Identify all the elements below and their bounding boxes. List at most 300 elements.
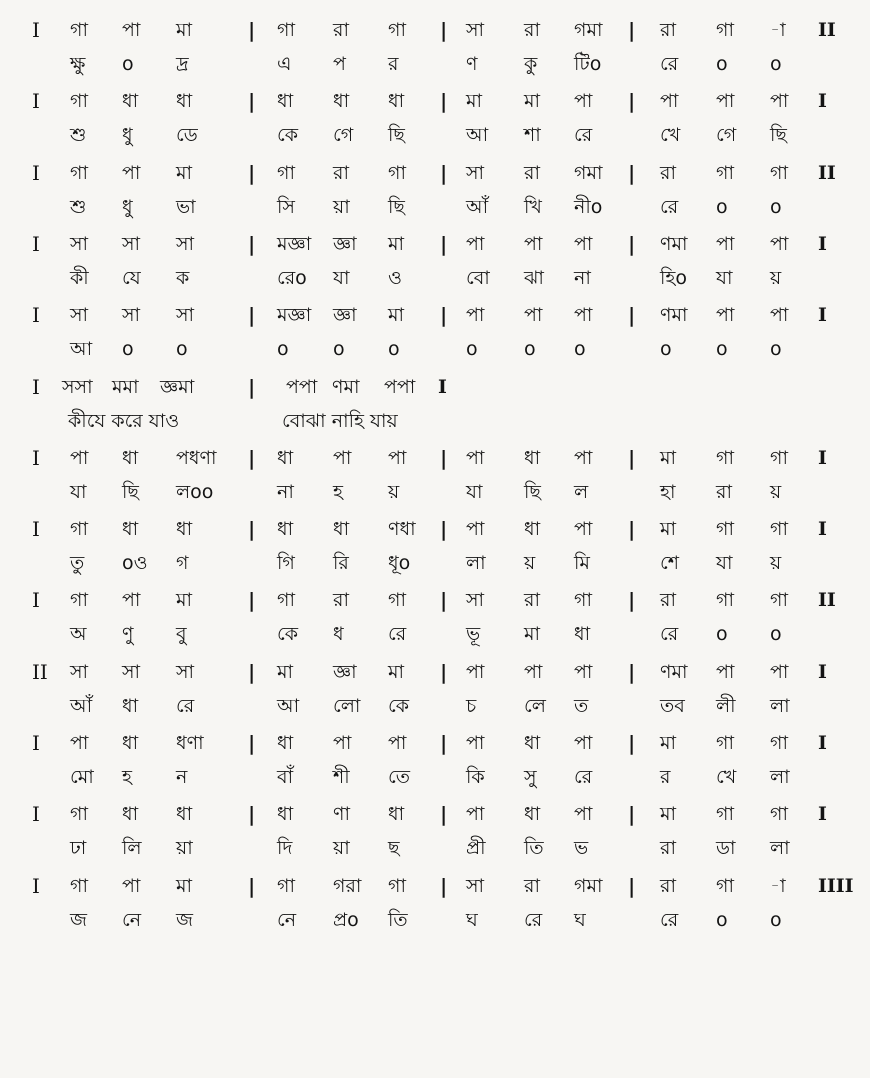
swara-note: ধা (333, 518, 350, 541)
lyric-row (0, 406, 870, 436)
swara-note: রা (660, 589, 676, 612)
lyric-syllable: oও (122, 552, 148, 575)
lyric-syllable: না (574, 266, 591, 289)
swara-note: ধা (122, 803, 139, 826)
lyric-syllable: শা (524, 124, 541, 147)
start-barline: II (32, 659, 48, 684)
swara-note: পা (333, 732, 352, 754)
swara-note: পপা (384, 375, 416, 398)
lyric-syllable: খে (660, 124, 681, 147)
lyric-syllable: o (770, 195, 782, 218)
lyric-syllable: ধ (333, 623, 344, 646)
lyric-syllable: কে (277, 124, 299, 147)
lyric-syllable: ণু (122, 623, 134, 646)
swara-note: রা (660, 19, 676, 41)
notation-row (0, 372, 870, 402)
notation-row (0, 300, 870, 330)
lyric-syllable: নে (277, 908, 297, 931)
lyric-syllable: য়া (333, 195, 350, 218)
lyric-syllable: হা (660, 480, 676, 503)
swara-note: পা (388, 732, 407, 754)
start-barline: I (32, 160, 40, 185)
lyric-row (0, 49, 870, 79)
bar-divider: | (440, 160, 448, 185)
lyric-row (0, 334, 870, 364)
lyric-syllable: যা (466, 480, 483, 503)
lyric-syllable: ভা (176, 195, 196, 218)
swara-note: সা (70, 660, 89, 683)
swara-note: গা (716, 518, 734, 541)
notation-row (0, 871, 870, 901)
swara-note: গা (70, 161, 88, 184)
bar-divider: | (248, 160, 256, 185)
swara-note: পা (70, 732, 89, 754)
lyric-syllable: তে (388, 766, 410, 788)
lyric-syllable: যা (70, 480, 87, 503)
bar-divider: | (628, 160, 636, 185)
lyric-syllable: কে (388, 694, 410, 717)
notation-row (0, 158, 870, 188)
swara-note: গা (716, 732, 734, 754)
swara-note: রা (660, 874, 676, 897)
swara-note: পা (770, 304, 789, 327)
swara-note: ধা (524, 732, 541, 754)
bar-divider: | (248, 18, 256, 42)
swara-note: মজ্ঞা (277, 304, 312, 327)
swara-note: গা (70, 90, 88, 113)
bar-divider: | (628, 18, 636, 42)
swara-note: গা (770, 732, 788, 754)
lyric-syllable: র (388, 53, 399, 75)
swara-note: পা (716, 232, 735, 255)
bar-divider: | (628, 445, 636, 470)
bar-divider: | (628, 303, 636, 328)
swara-note: মমা (112, 375, 139, 398)
swara-note: পা (660, 90, 679, 113)
notation-row (0, 657, 870, 687)
lyric-syllable: লা (466, 552, 486, 575)
lyric-syllable: ধূo (388, 552, 411, 575)
lyric-syllable: ডে (176, 124, 198, 147)
swara-note: গা (716, 161, 734, 184)
lyric-syllable: রে (660, 53, 679, 75)
lyric-row (0, 192, 870, 222)
lyric-syllable: ভ (574, 837, 589, 860)
lyric-syllable: প (333, 53, 346, 75)
swara-note: ণা (333, 803, 350, 826)
swara-note: সা (176, 304, 195, 327)
lyric-syllable: লো (333, 694, 361, 717)
lyric-syllable: ঢা (70, 837, 87, 860)
lyric-syllable: অ (70, 623, 87, 646)
end-barline: I (818, 660, 827, 683)
lyric-syllable: ছ (388, 837, 400, 860)
lyric-syllable: রেo (277, 266, 307, 289)
bar-divider: | (440, 303, 448, 328)
lyric-syllable: o (770, 338, 782, 361)
swara-note: গমা (574, 161, 603, 184)
swara-note: গা (388, 589, 406, 612)
lyric-syllable: য়া (176, 837, 193, 860)
lyric-syllable: o (716, 338, 728, 361)
lyric-row (0, 548, 870, 578)
bar-divider: | (628, 731, 636, 755)
lyric-syllable: গি (277, 552, 295, 575)
lyric-syllable: র (660, 766, 671, 788)
start-barline: I (32, 18, 40, 42)
lyric-syllable: খে (716, 766, 737, 788)
lyric-syllable: চ (466, 694, 477, 717)
swara-note: পা (574, 90, 593, 113)
lyric-syllable: লা (770, 766, 790, 788)
swara-note: গা (770, 161, 788, 184)
swara-note: জ্ঞা (333, 304, 357, 327)
swara-note: সা (70, 304, 89, 327)
lyric-syllable: ধা (122, 694, 139, 717)
lyric-syllable: হিo (660, 266, 688, 289)
lyric-syllable: গ (176, 552, 189, 575)
swara-note: সা (466, 19, 485, 41)
bar-divider: | (248, 731, 256, 755)
swara-note: গা (770, 446, 788, 469)
swara-note: গা (388, 19, 406, 41)
start-barline: I (32, 731, 40, 755)
lyric-syllable: খি (524, 195, 542, 218)
lyric-syllable: o (277, 338, 289, 361)
lyric-syllable: ণ (466, 53, 478, 75)
swara-note: পা (122, 589, 141, 612)
swara-note: পধণা (176, 446, 217, 469)
swara-note: ণমা (332, 375, 360, 398)
lyric-syllable: ও (388, 266, 402, 289)
swara-note: ধা (388, 803, 405, 826)
bar-divider: | (440, 731, 448, 755)
lyric-syllable: o (333, 338, 345, 361)
lyric-syllable: আঁ (70, 694, 93, 717)
end-barline: I (818, 518, 827, 541)
swara-note: মা (660, 446, 677, 469)
swara-note: মা (277, 660, 294, 683)
swara-note: মা (660, 732, 677, 754)
swara-note: গা (716, 19, 734, 41)
lyric-syllable: তি (524, 837, 544, 860)
lyric-syllable: ধু (122, 195, 133, 218)
lyric-syllable: লা (770, 694, 790, 717)
lyric-syllable: আঁ (466, 195, 489, 218)
swara-note: গমা (574, 19, 603, 41)
bar-divider: | (248, 517, 256, 542)
lyric-syllable: ঝা (524, 266, 544, 289)
swara-note: ধা (388, 90, 405, 113)
lyric-syllable: ছি (122, 480, 139, 503)
swara-note: মা (524, 90, 541, 113)
lyric-syllable: য় (770, 480, 782, 503)
lyric-syllable: শু (70, 124, 87, 147)
swara-note: সা (176, 232, 195, 255)
lyric-syllable: বো (466, 266, 490, 289)
lyric-syllable: রে (388, 623, 407, 646)
lyric-syllable: ছি (770, 124, 787, 147)
swara-note: রা (660, 161, 676, 184)
swara-note: গা (770, 803, 788, 826)
lyric-syllable: জ (176, 908, 193, 931)
lyric-syllable: o (122, 338, 134, 361)
lyric-syllable: ত (574, 694, 589, 717)
lyric-syllable: o (770, 623, 782, 646)
swara-note: গা (716, 446, 734, 469)
lyric-syllable: o (660, 338, 672, 361)
swara-note: পা (466, 518, 485, 541)
lyric-syllable: রে (574, 124, 593, 147)
lyric-syllable: প্রী (466, 837, 486, 860)
start-barline: I (32, 517, 40, 542)
lyric-syllable: য় (524, 552, 536, 575)
swara-note: মা (660, 518, 677, 541)
swara-note: পা (70, 446, 89, 469)
bar-divider: | (248, 303, 256, 328)
swara-note: ণধা (388, 518, 416, 541)
start-barline: I (32, 374, 40, 399)
notation-row (0, 443, 870, 473)
notation-row (0, 15, 870, 45)
lyric-syllable: দ্র (176, 53, 189, 75)
swara-note: সা (466, 161, 485, 184)
swara-note: গা (277, 19, 295, 41)
bar-divider: | (628, 517, 636, 542)
swara-note: ধণা (176, 732, 204, 754)
lyric-row (0, 120, 870, 150)
lyric-syllable: ঘ (466, 908, 478, 931)
swara-note: মা (388, 232, 405, 255)
swara-note: ধা (277, 90, 294, 113)
end-barline: II (818, 19, 836, 41)
swara-note: পা (574, 660, 593, 683)
notation-row (0, 585, 870, 615)
swara-note: রা (524, 19, 540, 41)
lyric-syllable: রা (660, 837, 676, 860)
bar-divider: | (628, 89, 636, 114)
swara-note: গা (70, 19, 88, 41)
bar-divider: | (440, 873, 448, 898)
swara-note: জ্ঞা (333, 232, 357, 255)
swara-note: পা (574, 232, 593, 255)
notation-row (0, 799, 870, 829)
swara-note: সা (122, 232, 141, 255)
lyric-syllable: o (716, 195, 728, 218)
swara-note: পা (466, 803, 485, 826)
swara-note: ণমা (660, 660, 688, 683)
lyric-syllable: o (388, 338, 400, 361)
swara-note: গরা (333, 874, 362, 897)
swara-note: পা (574, 803, 593, 826)
lyric-syllable: রে (660, 623, 679, 646)
lyric-syllable: রে (660, 195, 679, 218)
lyric-syllable: o (176, 338, 188, 361)
end-barline: I (818, 446, 827, 469)
bar-divider: | (440, 517, 448, 542)
swara-note: পা (466, 232, 485, 255)
swara-note: পা (122, 874, 141, 897)
swara-note: পা (716, 660, 735, 683)
lyric-syllable: লoo (176, 480, 214, 503)
start-barline: I (32, 445, 40, 470)
bar-divider: | (248, 588, 256, 613)
lyric-syllable: না (277, 480, 294, 503)
swara-note: গা (388, 161, 406, 184)
bar-divider: | (248, 659, 256, 684)
lyric-syllable: য়া (333, 837, 350, 860)
bar-divider: | (248, 873, 256, 898)
swara-note: পা (716, 304, 735, 327)
swara-note: সসা (62, 375, 93, 398)
lyric-syllable: তি (388, 908, 408, 931)
start-barline: I (32, 873, 40, 898)
swara-note: মজ্ঞা (277, 232, 312, 255)
swara-note: পা (770, 660, 789, 683)
lyric-syllable: রে (176, 694, 195, 717)
bar-divider: | (628, 588, 636, 613)
swara-note: পা (333, 446, 352, 469)
start-barline: I (32, 231, 40, 256)
lyric-syllable: য় (770, 552, 782, 575)
swara-note: মা (176, 874, 193, 897)
start-barline: I (32, 802, 40, 827)
swara-note: ধা (524, 803, 541, 826)
swara-note: পা (122, 161, 141, 184)
swara-note: গা (388, 874, 406, 897)
lyric-syllable: টিo (574, 53, 602, 75)
lyric-syllable: শু (70, 195, 87, 218)
swara-note: ধা (176, 803, 193, 826)
lyric-syllable: রা (716, 480, 732, 503)
lyric-syllable: কে (277, 623, 299, 646)
start-barline: I (32, 89, 40, 114)
swara-note: ধা (524, 518, 541, 541)
lyric-syllable: যা (716, 552, 733, 575)
lyric-syllable: o (716, 53, 728, 75)
swara-note: পা (574, 446, 593, 469)
lyric-syllable: আ (70, 338, 93, 361)
swara-note: গা (277, 874, 295, 897)
lyric-syllable: প্রo (333, 908, 359, 931)
swara-note: গা (277, 589, 295, 612)
lyric-syllable: যে (122, 266, 141, 289)
bar-divider: | (248, 89, 256, 114)
lyric-syllable: গে (716, 124, 737, 147)
end-barline: IIII (818, 874, 854, 897)
swara-note: পা (574, 732, 593, 754)
lyric-syllable: মো (70, 766, 94, 788)
notation-row (0, 229, 870, 259)
swara-note: সা (466, 589, 485, 612)
swara-note: সা (176, 660, 195, 683)
end-barline: I (818, 232, 827, 255)
swara-note: -া (770, 19, 786, 41)
swara-note: ধা (277, 803, 294, 826)
lyric-syllable: নে (122, 908, 142, 931)
lyric-syllable: এ (277, 53, 292, 75)
bar-divider: | (628, 873, 636, 898)
lyric-row (0, 263, 870, 293)
lyric-syllable: o (122, 53, 134, 75)
swara-note: পা (574, 518, 593, 541)
lyric-row (0, 691, 870, 721)
swara-note: পা (466, 732, 485, 754)
swara-note: জ্ঞমা (160, 375, 195, 398)
bar-divider: | (440, 802, 448, 827)
lyric-row (0, 477, 870, 507)
swara-note: গা (770, 589, 788, 612)
bar-divider: | (248, 231, 256, 256)
lyric-syllable: রি (333, 552, 349, 575)
swara-note: গা (574, 589, 592, 612)
swara-note: পা (524, 304, 543, 327)
lyric-syllable: ন (176, 766, 188, 788)
swara-note: সা (70, 232, 89, 255)
swara-note: গা (70, 803, 88, 826)
swara-note: গা (70, 589, 88, 612)
lyric-syllable: গে (333, 124, 354, 147)
lyric-syllable: লে (524, 694, 546, 717)
lyric-syllable: ধু (122, 124, 133, 147)
lyric-syllable: মা (524, 623, 541, 646)
lyric-syllable: ঘ (574, 908, 586, 931)
swara-note: মা (466, 90, 483, 113)
swara-note: ধা (122, 446, 139, 469)
swara-note: ধা (122, 518, 139, 541)
swara-note: ধা (176, 518, 193, 541)
lyric-syllable: আ (466, 124, 489, 147)
lyric-row (0, 619, 870, 649)
lyric-syllable: সু (524, 766, 537, 788)
end-barline: I (818, 304, 827, 327)
swara-note: পা (388, 446, 407, 469)
lyric-syllable: বু (176, 623, 187, 646)
swara-note: মা (660, 803, 677, 826)
swara-note: গা (716, 803, 734, 826)
lyric-row (0, 905, 870, 935)
lyric-syllable: হ (333, 480, 343, 503)
swara-note: মা (176, 19, 193, 41)
lyric-syllable: মি (574, 552, 590, 575)
swara-note: ধা (277, 732, 294, 754)
lyric-syllable: লি (122, 837, 142, 860)
lyric-syllable: ছি (388, 124, 405, 147)
lyric-row (0, 762, 870, 792)
swara-note: ধা (277, 446, 294, 469)
notation-row (0, 728, 870, 758)
swara-note: ণমা (660, 304, 688, 327)
end-barline: II (818, 161, 836, 184)
lyric-syllable: আ (277, 694, 300, 717)
swara-note: গা (716, 589, 734, 612)
swara-note: পা (574, 304, 593, 327)
end-barline: I (818, 90, 827, 113)
swara-note: গা (770, 518, 788, 541)
bar-divider: | (248, 445, 256, 470)
bar-divider: | (440, 659, 448, 684)
swara-note: পা (466, 304, 485, 327)
swara-note: ধা (176, 90, 193, 113)
swara-note: মা (388, 304, 405, 327)
swara-note: গা (716, 874, 734, 897)
swara-note: গা (277, 161, 295, 184)
swara-note: সা (466, 874, 485, 897)
swara-note: রা (333, 19, 349, 41)
bar-divider: | (440, 231, 448, 256)
swara-note: গা (70, 518, 88, 541)
lyric-syllable: য় (388, 480, 400, 503)
